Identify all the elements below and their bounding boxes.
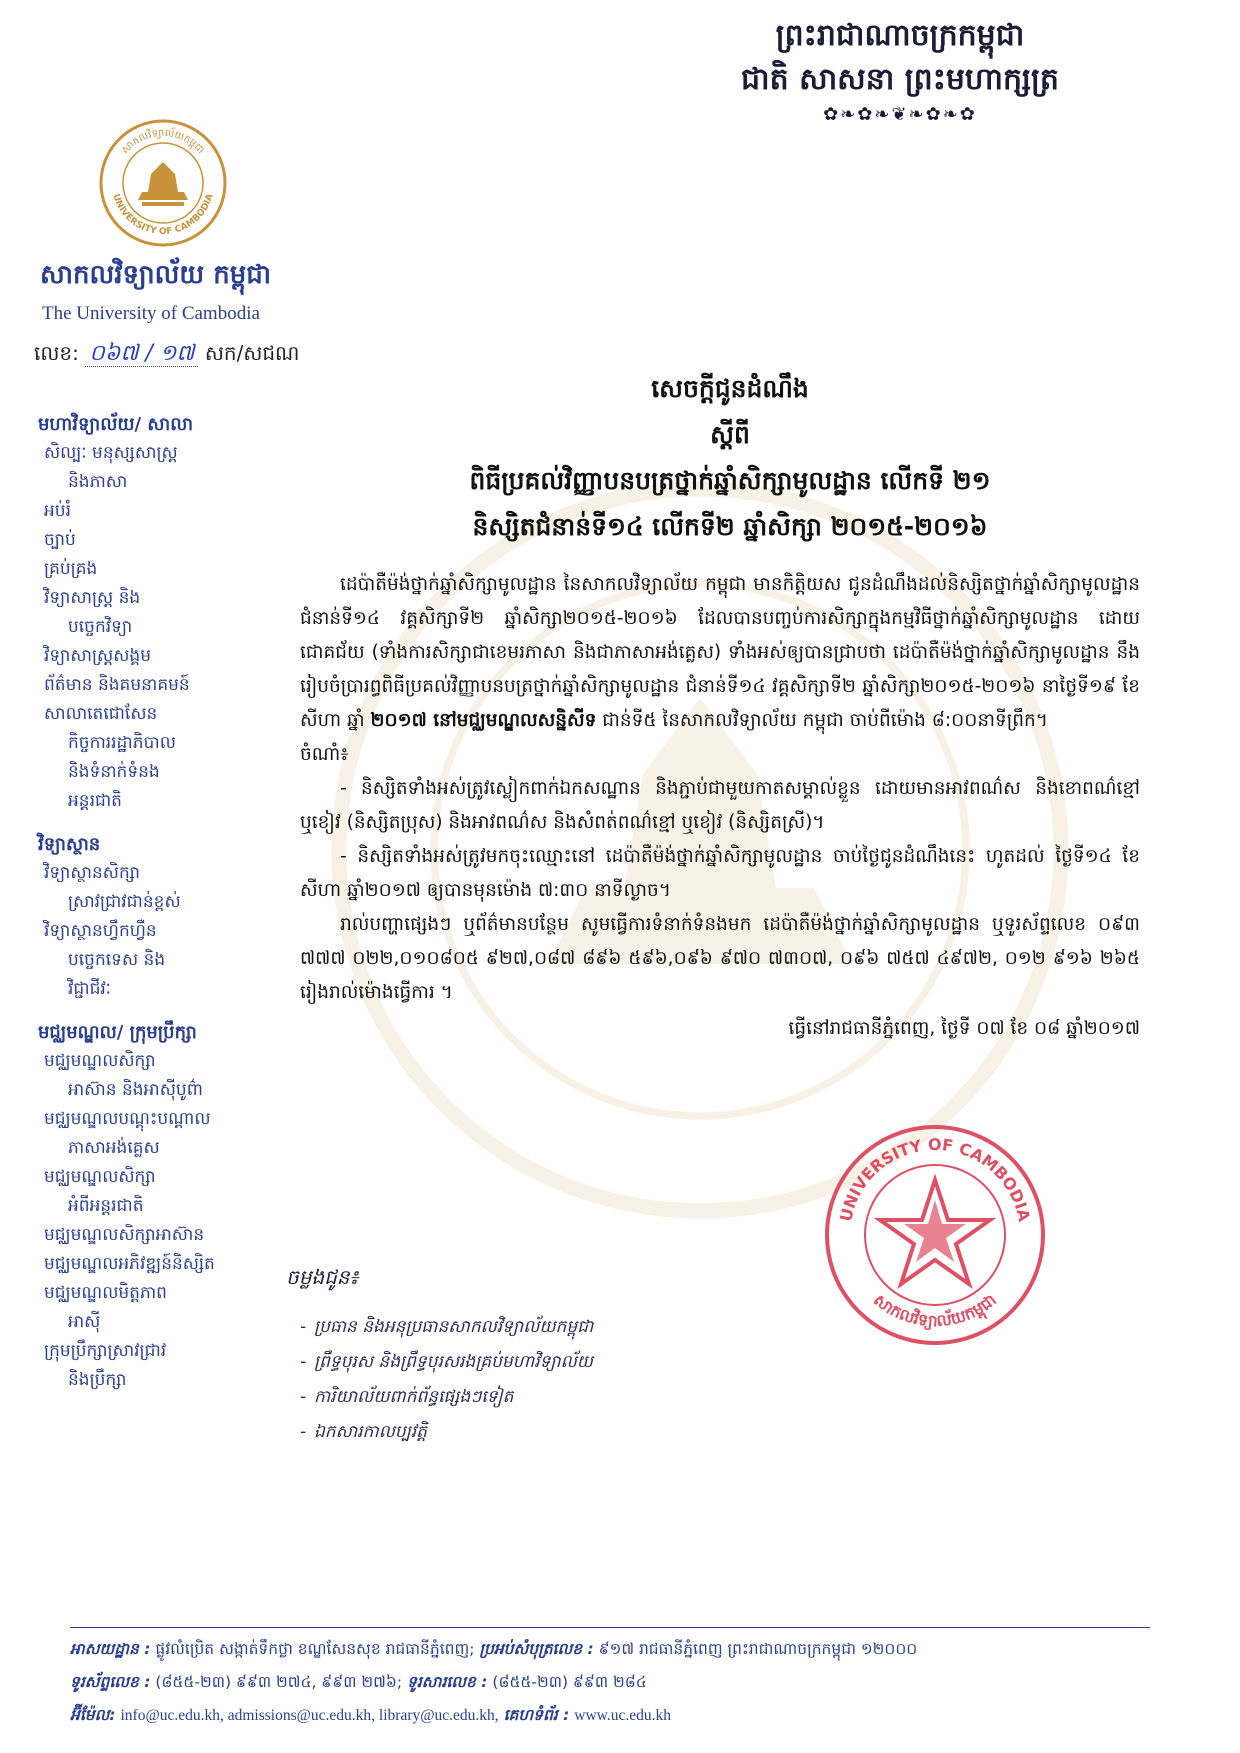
sidebar-item: អន្តរជាតិ: [68, 791, 122, 811]
note-item-2: - និស្សិតទាំងអស់ត្រូវមកចុះឈ្មោះនៅ ដេប៉ាតឺម៉ង់ថ្នាក់ឆ្នាំសិក្សាមូលដ្ឋាន ចាប់ថ្ងៃជូនដំណឹងនេះ ហូតដល់ ថ្ងៃទី១៤ ខែសីហា ឆ្នាំ២០១៧ ឲ្យបានមុនម៉ោង ៧:៣០ នាទីល្ងាច។: [300, 846, 1140, 901]
sidebar-item: បច្ចេកវិទ្យា: [68, 617, 133, 637]
svg-text:UNIVERSITY OF CAMBODIA: UNIVERSITY OF CAMBODIA: [836, 1134, 1034, 1224]
notice-title: សេចក្តីជូនដំណឹង: [651, 374, 809, 403]
reference-number: [34, 339, 299, 371]
sidebar-item: កិច្ចការរដ្ឋាភិបាល: [68, 733, 176, 753]
cc-item: - ព្រឹទ្ធបុរស និងព្រឹទ្ធបុរសរងគ្រប់មហាវិទ្យាល័យ: [300, 1345, 593, 1380]
body-paragraph-2: រាល់បញ្ហាផ្សេងៗ ឬព័ត៌មានបន្ថែម សូមធ្វើការទំនាក់ទំនងមក ដេប៉ាតឺម៉ង់ថ្នាក់ឆ្នាំសិក្សាមូលដ្ឋាន ឬទូរស័ព្ទលេខ ០៩៣ ៧៧៧ ០២២,០១០៨០៥ ៩២៧,០៨៧ ៨៩៦ ៥៩៦,០៩៦ ៩៧០ ៧៣០៧, ០៩៦ ៧៥៧ ៤៩៧២, ០១២ ៩១៦ ២៦៥ រៀងរាល់ម៉ោងធ្វើការ ។: [300, 914, 1140, 1003]
sidebar-item: មជ្ឈមណ្ឌលសិក្សាអាស៊ាន: [44, 1225, 205, 1245]
sidebar-item: អប់រំ: [44, 501, 71, 521]
sidebar-item: មជ្ឈមណ្ឌលសិក្សា: [44, 1051, 156, 1071]
svg-text:សាកលវិទ្យាល័យកម្ពុជា: សាកលវិទ្យាល័យកម្ពុជា: [119, 127, 207, 157]
notice-subject-line2: និស្សិតជំនាន់ទី១៤ លើកទី២ ឆ្នាំសិក្សា ២០១៥-២០១៦: [472, 512, 988, 541]
email-link[interactable]: info@uc.edu.kh, admissions@uc.edu.kh, library@uc.edu.kh,: [120, 1707, 499, 1724]
sidebar-section-title: មជ្ឈមណ្ឌល/ ក្រុមប្រឹក្សា: [38, 1022, 197, 1043]
cc-list: [300, 1310, 593, 1450]
phone-label: ទូរស័ព្ទលេខ :: [70, 1673, 151, 1691]
website-link[interactable]: www.uc.edu.kh: [574, 1707, 671, 1724]
university-name-en: The University of Cambodia: [42, 303, 260, 324]
cc-title: ចម្លងជូន៖: [286, 1265, 359, 1289]
note-item-1: - និស្សិតទាំងអស់ត្រូវស្លៀកពាក់ឯកសណ្ឋាន និងភ្ជាប់ជាមួយកាតសម្គាល់ខ្លួន ដោយមានអាវពណ៌ស និងខោពណ៌ខ្មៅ ឬខៀវ (និស្សិតប្រុស) និងអាវពណ៌ស និងសំពត់ពណ៌ខ្មៅ ឬខៀវ (និស្សិតស្រី)។: [300, 778, 1140, 833]
sidebar-item: វិទ្យាស្ថានហ្វឹកហ្វឺន: [44, 921, 157, 941]
svg-text:សាកលវិទ្យាល័យកម្ពុជា: សាកលវិទ្យាល័យកម្ពុជា: [870, 1289, 1000, 1331]
svg-text:UNIVERSITY OF CAMBODIA: UNIVERSITY OF CAMBODIA: [110, 192, 216, 238]
date-line: ធ្វើនៅរាជធានីភ្នំពេញ, ថ្ងៃទី ០៧ ខែ ០៨ ឆ្នាំ២០១៧: [788, 1018, 1140, 1039]
sidebar-item: មជ្ឈមណ្ឌលអភិវឌ្ឍន៍និស្សិត: [44, 1254, 215, 1274]
sidebar-item: ក្រុមប្រឹក្សាស្រាវជ្រាវ: [44, 1341, 167, 1361]
web-label: គេហទំព័រ :: [503, 1706, 570, 1724]
footer-email-line: [70, 1699, 1160, 1732]
note-label: ចំណាំ៖: [300, 744, 349, 765]
sidebar-item: បច្ចេកទេស និង: [68, 950, 166, 970]
sidebar-item: សិល្បៈ មនុស្សសាស្ត្រ: [44, 443, 178, 463]
p1-bold-text: ២០១៧ នៅមជ្ឈមណ្ឌលសន្និសីទ: [370, 710, 597, 731]
kingdom-header: [670, 14, 1130, 125]
sidebar-item: វិជ្ជាជីវៈ: [68, 979, 111, 999]
sidebar-item: មជ្ឈមណ្ឌលមិត្តភាព: [44, 1283, 167, 1303]
pobox-text: ៩១៧ រាជធានីភ្នំពេញ ព្រះរាជាណាចក្រកម្ពុជា ១២០០០: [598, 1640, 918, 1658]
pobox-label: ប្រអប់សំបុត្រលេខ :: [479, 1640, 594, 1658]
email-label: អ៊ីម៉ែល:: [70, 1706, 116, 1724]
sidebar-item: និងទំនាក់ទំនង: [68, 762, 160, 782]
sidebar-section-title: វិទ្យាស្ថាន: [38, 834, 101, 855]
notice-subject-label: ស្តីពី: [710, 420, 750, 449]
fax-text: (៨៥៥-២៣) ៩៩៣ ២៨៤: [492, 1673, 647, 1691]
sidebar-item: មជ្ឈមណ្ឌលបណ្តុះបណ្តាល: [44, 1109, 211, 1129]
sidebar-item: និងប្រឹក្សា: [68, 1370, 127, 1390]
sidebar-section-title: មហាវិទ្យាល័យ/ សាលា: [38, 414, 194, 435]
kingdom-motto: ជាតិ សាសនា ព្រះមហាក្សត្រ: [741, 62, 1059, 97]
sidebar-item: ព័ត៌មាន និងគមនាគមន៍: [44, 675, 190, 695]
footer-divider: [70, 1627, 1150, 1628]
sidebar-item: គ្រប់គ្រង: [44, 559, 98, 579]
cc-item: - ប្រធាន និងអនុប្រធានសាកលវិទ្យាល័យកម្ពុជា: [300, 1310, 593, 1345]
ref-handwritten: ០៦៧ / ១៧: [85, 341, 198, 367]
sidebar-item: អាស៊ី: [68, 1312, 101, 1332]
body-paragraph-1: [300, 568, 1140, 738]
cc-item: - ឯកសារកាលប្បវត្តិ: [300, 1415, 593, 1450]
cc-item: - ការិយាល័យពាក់ព័ន្ធផ្សេងៗទៀត: [300, 1380, 593, 1415]
sidebar-item: មជ្ឈមណ្ឌលសិក្សា: [44, 1167, 156, 1187]
phone-text: (៨៥៥-២៣) ៩៩៣ ២៧៤, ៩៩៣ ២៧៦;: [155, 1673, 403, 1691]
notice-body: [300, 568, 1140, 1046]
footer: [70, 1633, 1160, 1732]
notice-subject-line1: ពិធីប្រគល់វិញ្ញាបនបត្រថ្នាក់ឆ្នាំសិក្សាមូលដ្ឋាន លើកទី ២១: [469, 466, 991, 495]
sidebar-item: និងភាសា: [68, 472, 128, 492]
sidebar-item: សាលាតេជោសែន: [44, 704, 158, 724]
footer-phone-line: [70, 1666, 1160, 1699]
sidebar-item: អំពីអន្តរជាតិ: [68, 1196, 144, 1216]
fax-label: ទូរសារលេខ :: [407, 1673, 488, 1691]
sidebar-item: ភាសាអង់គ្លេស: [68, 1138, 160, 1158]
university-logo-icon: [98, 118, 228, 248]
footer-address-line: [70, 1633, 1160, 1666]
sidebar-faculties: [38, 410, 278, 1395]
kingdom-title: ព្រះរាជាណាចក្រកម្ពុជា: [775, 18, 1025, 53]
sidebar-item: វិទ្យាស្ថានសិក្សា: [44, 863, 140, 883]
p1-end-text: ជាន់ទី៥ នៃសាកលវិទ្យាល័យ កម្ពុជា ចាប់ពីម៉ោង ៨:០០នាទីព្រឹក។: [596, 710, 1048, 731]
notice-titles: [300, 366, 1160, 550]
sidebar-item: អាស៊ាន និងអាស៊ីបូព៌ា: [68, 1080, 203, 1100]
sidebar-item: វិទ្យាសាស្ត្រ និង: [44, 588, 141, 608]
official-stamp-icon: [820, 1120, 1050, 1350]
ref-suffix: សក/សជណ: [204, 341, 300, 365]
ornament-divider: ✿❧✿❧❦❧✿❧✿: [823, 104, 977, 125]
sidebar-item: វិទ្យាសាស្ត្រសង្គម: [44, 646, 151, 666]
sidebar-item: ស្រាវជ្រាវជាន់ខ្ពស់: [68, 892, 181, 912]
address-text: ផ្លូវលំប្រេិត សង្កាត់ទឹកថ្លា ខណ្ឌសែនសុខ រាជធានីភ្នំពេញ;: [155, 1640, 475, 1658]
address-label: អាសយដ្ឋាន :: [70, 1640, 151, 1658]
sidebar-item: ច្បាប់: [44, 530, 76, 550]
university-name-km: សាកលវិទ្យាល័យ កម្ពុជា: [40, 260, 271, 290]
ref-label: លេខ:: [34, 341, 79, 365]
p1-text: ដេប៉ាតឺម៉ង់ថ្នាក់ឆ្នាំសិក្សាមូលដ្ឋាន នៃសាកលវិទ្យាល័យ កម្ពុជា មានកិត្តិយស ជូនដំណឹងដល់និស្សិតថ្នាក់ឆ្នាំសិក្សាមូលដ្ឋាន ជំនាន់ទី១៤ វគ្គសិក្សាទី២ ឆ្នាំសិក្សា២០១៥-២០១៦ ដែលបានបញ្ចប់ការសិក្សាក្នុងកម្មវិធីថ្នាក់ឆ្នាំសិក្សាមូលដ្ឋាន ដោយជោគជ័យ (ទាំងការសិក្សាជាខេមរភាសា និងជាភាសាអង់គ្លេស) ទាំងអស់ឲ្យបានជ្រាបថា ដេប៉ាតឺម៉ង់ថ្នាក់ឆ្នាំសិក្សាមូលដ្ឋាន នឹងរៀបចំប្រារព្ធពិធីប្រគល់វិញ្ញាបនបត្រថ្នាក់ឆ្នាំសិក្សាមូលដ្ឋាន ជំនាន់ទី១៤ វគ្គសិក្សាទី២ ឆ្នាំសិក្សា២០១៥-២០១៦ នាថ្ងៃទី១៩ ខែសីហា ឆ្នាំ: [300, 574, 1140, 731]
